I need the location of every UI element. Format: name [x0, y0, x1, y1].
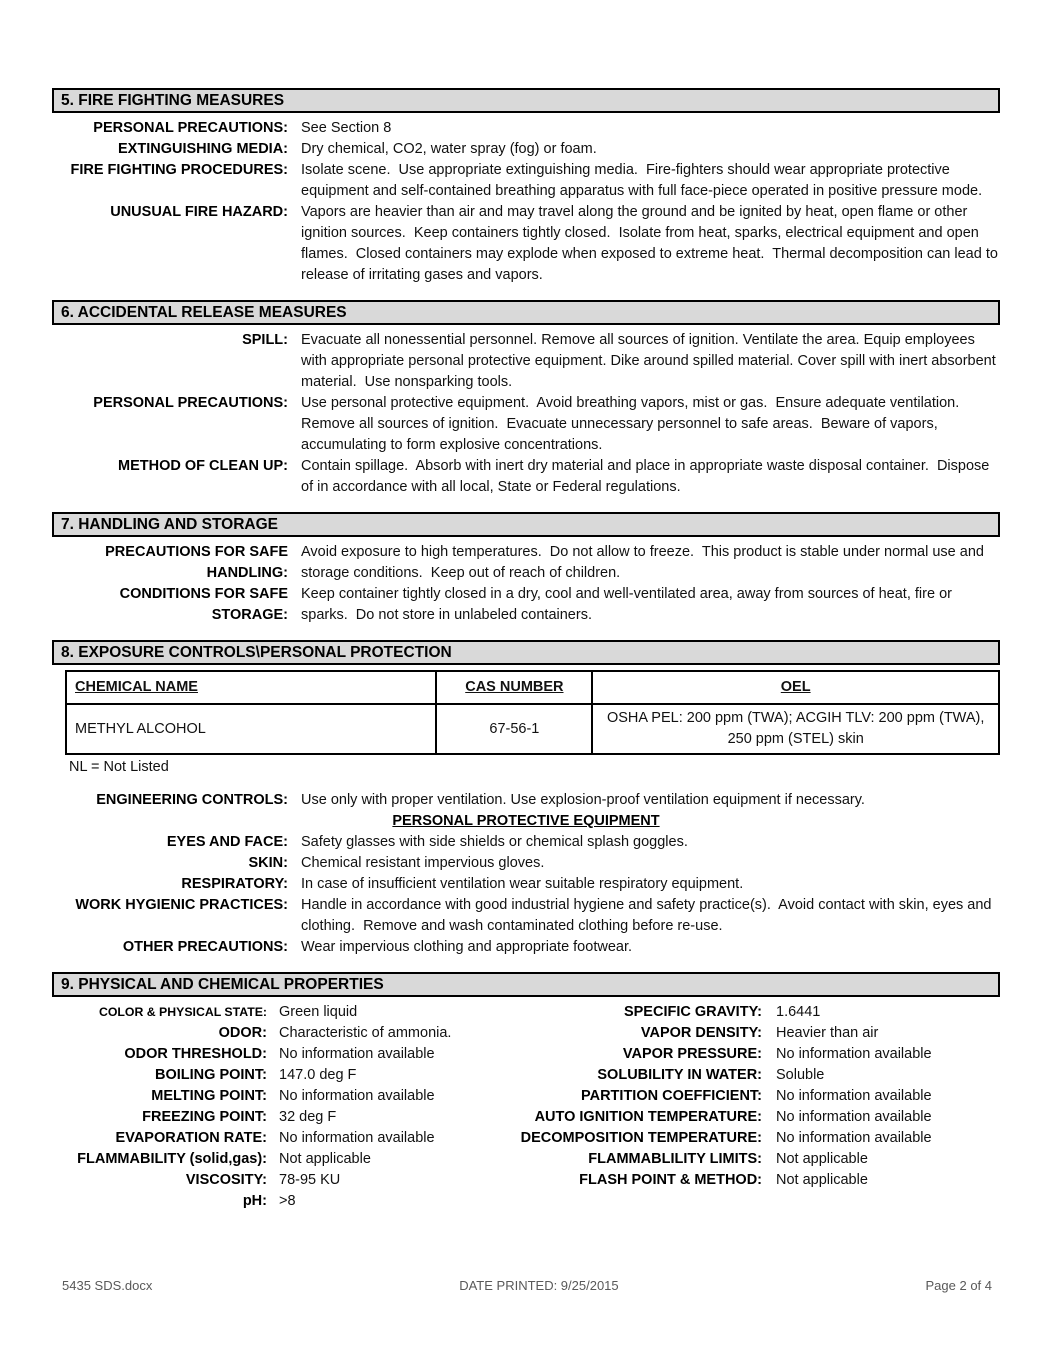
property-label-vapor-density: VAPOR DENSITY:	[640, 1025, 762, 1041]
field-label: OTHER PRECAUTIONS:	[122, 939, 288, 955]
field-value: Chemical resistant impervious gloves.	[301, 855, 545, 871]
field-value: Avoid exposure to high temperatures. Do not allow to freeze. This product is stable under normal use and storage conditions. Keep out of reach of children.	[301, 544, 988, 581]
property-row	[52, 1170, 1000, 1191]
property-label-specific-gravity: SPECIFIC GRAVITY:	[623, 1004, 762, 1020]
field-label: ENGINEERING CONTROLS:	[96, 792, 288, 808]
property-label-ph: pH:	[242, 1193, 267, 1209]
section-physical-chemical-properties	[52, 972, 1000, 1212]
field-row-engineering-controls	[52, 790, 1000, 811]
property-value: No information available	[776, 1046, 932, 1062]
property-label-flash-point-method: FLASH POINT & METHOD:	[579, 1172, 762, 1188]
property-label-odor-threshold: ODOR THRESHOLD:	[124, 1046, 267, 1062]
field-label: METHOD OF CLEAN UP:	[118, 458, 288, 474]
field-label: CONDITIONS FOR SAFE STORAGE:	[119, 586, 288, 623]
section-accidental-release-measures	[52, 300, 1000, 498]
field-value: Evacuate all nonessential personnel. Remove all sources of ignition. Ventilate the area. Equip employees with appropriate personal protective equipment. Dike around spilled material. Cover spill with inert absorbent material. Use nonsparking tools.	[301, 332, 1000, 390]
field-value: Isolate scene. Use appropriate extinguishing media. Fire-fighters should wear appropriate protective equipment and self-contained breathing apparatus with full face-piece operated in positive pressure mode.	[301, 162, 983, 199]
exposure-limits-table	[65, 670, 1000, 755]
field-label: WORK HYGIENIC PRACTICES:	[75, 897, 288, 913]
property-value: >8	[279, 1193, 296, 1209]
field-row-precautions-safe-handling	[52, 542, 1000, 584]
field-label: EXTINGUISHING MEDIA:	[118, 141, 288, 157]
property-value: No information available	[279, 1088, 435, 1104]
field-value: See Section 8	[301, 120, 392, 136]
property-row	[52, 1128, 1000, 1149]
table-row	[66, 704, 999, 754]
field-row-conditions-safe-storage	[52, 584, 1000, 626]
field-row-personal-precautions	[52, 118, 1000, 139]
field-value: Safety glasses with side shields or chemical splash goggles.	[301, 834, 688, 850]
field-label: UNUSUAL FIRE HAZARD:	[110, 204, 288, 220]
property-label-freezing-point: FREEZING POINT:	[142, 1109, 267, 1125]
field-label: SPILL:	[242, 332, 288, 348]
property-value: 1.6441	[776, 1004, 821, 1020]
property-label-boiling-point: BOILING POINT:	[155, 1067, 267, 1083]
property-value: No information available	[279, 1130, 435, 1146]
field-label: RESPIRATORY:	[181, 876, 288, 892]
property-row	[52, 1191, 1000, 1212]
property-value: Soluble	[776, 1067, 825, 1083]
page-footer	[62, 1278, 992, 1294]
column-header-cas-number: CAS NUMBER	[436, 671, 592, 704]
section-5-header: 5. FIRE FIGHTING MEASURES	[52, 88, 1000, 113]
field-label: SKIN:	[248, 855, 288, 871]
property-row	[52, 1086, 1000, 1107]
field-value: In case of insufficient ventilation wear suitable respiratory equipment.	[301, 876, 744, 892]
field-row-respiratory	[52, 874, 1000, 895]
property-value: 147.0 deg F	[279, 1067, 357, 1083]
property-label-flammability-limits: FLAMMABLILITY LIMITS:	[588, 1151, 762, 1167]
property-label-evaporation-rate: EVAPORATION RATE:	[115, 1130, 267, 1146]
footer-page-number: Page 2 of 4	[925, 1278, 992, 1293]
property-value: Not applicable	[279, 1151, 371, 1167]
page-content	[52, 88, 1000, 1226]
property-row	[52, 1002, 1000, 1023]
field-row-unusual-fire-hazard	[52, 202, 1000, 286]
field-value: Use only with proper ventilation. Use explosion-proof ventilation equipment if necessary.	[301, 792, 865, 808]
field-row-fire-fighting-procedures	[52, 160, 1000, 202]
table-note: NL = Not Listed	[69, 759, 169, 775]
property-label-auto-ignition-temperature: AUTO IGNITION TEMPERATURE:	[534, 1109, 762, 1125]
field-label: FIRE FIGHTING PROCEDURES:	[70, 162, 288, 178]
property-value: Not applicable	[776, 1151, 868, 1167]
property-row	[52, 1065, 1000, 1086]
property-value: No information available	[776, 1130, 932, 1146]
spacer	[52, 778, 1000, 790]
field-row-eyes-and-face	[52, 832, 1000, 853]
property-label-viscosity: VISCOSITY:	[185, 1172, 267, 1188]
property-label-odor: ODOR:	[218, 1025, 267, 1041]
field-row-other-precautions	[52, 937, 1000, 958]
cell-oel: OSHA PEL: 200 ppm (TWA); ACGIH TLV: 200 ppm (TWA), 250 ppm (STEL) skin	[592, 704, 999, 754]
field-row-spill	[52, 330, 1000, 393]
property-value: No information available	[279, 1046, 435, 1062]
footer-filename: 5435 SDS.docx	[62, 1278, 153, 1293]
field-value: Handle in accordance with good industrial hygiene and safety practice(s). Avoid contact with skin, eyes and clothing. Remove and wash contaminated clothing before re-use.	[301, 897, 996, 934]
property-row	[52, 1023, 1000, 1044]
field-label: PRECAUTIONS FOR SAFE HANDLING:	[105, 544, 288, 581]
field-label: PERSONAL PRECAUTIONS:	[93, 395, 288, 411]
section-exposure-controls	[52, 640, 1000, 958]
column-header-chemical-name: CHEMICAL NAME	[66, 671, 436, 704]
property-value: 32 deg F	[279, 1109, 337, 1125]
field-row-extinguishing-media	[52, 139, 1000, 160]
property-label-color-physical-state: COLOR & PHYSICAL STATE:	[98, 1005, 267, 1019]
section-8-header: 8. EXPOSURE CONTROLS\PERSONAL PROTECTION	[52, 640, 1000, 665]
field-row-method-of-clean-up	[52, 456, 1000, 498]
property-label-vapor-pressure: VAPOR PRESSURE:	[622, 1046, 762, 1062]
property-value: Characteristic of ammonia.	[279, 1025, 452, 1041]
field-value: Dry chemical, CO2, water spray (fog) or foam.	[301, 141, 597, 157]
cell-cas-number: 67-56-1	[436, 704, 592, 754]
field-label: PERSONAL PRECAUTIONS:	[93, 120, 288, 136]
property-value: No information available	[776, 1088, 932, 1104]
property-label-melting-point: MELTING POINT:	[151, 1088, 267, 1104]
section-fire-fighting-measures	[52, 88, 1000, 286]
property-value: No information available	[776, 1109, 932, 1125]
property-label-decomposition-temperature: DECOMPOSITION TEMPERATURE:	[520, 1130, 762, 1146]
section-7-header: 7. HANDLING AND STORAGE	[52, 512, 1000, 537]
property-value: Heavier than air	[776, 1025, 879, 1041]
property-row	[52, 1044, 1000, 1065]
field-value: Contain spillage. Absorb with inert dry material and place in appropriate waste disposal container. Dispose of in accordance with all local, State or Federal regulations.	[301, 458, 994, 495]
property-label-partition-coefficient: PARTITION COEFFICIENT:	[581, 1088, 762, 1104]
field-label: EYES AND FACE:	[166, 834, 288, 850]
section-handling-and-storage	[52, 512, 1000, 626]
column-header-oel: OEL	[592, 671, 999, 704]
property-value: Not applicable	[776, 1172, 868, 1188]
table-header-row	[66, 671, 999, 704]
field-row-work-hygienic-practices	[52, 895, 1000, 937]
cell-chemical-name: METHYL ALCOHOL	[66, 704, 436, 754]
field-row-skin	[52, 853, 1000, 874]
field-value: Wear impervious clothing and appropriate footwear.	[301, 939, 633, 955]
ppe-subheading: PERSONAL PROTECTIVE EQUIPMENT	[392, 813, 660, 829]
section-9-header: 9. PHYSICAL AND CHEMICAL PROPERTIES	[52, 972, 1000, 997]
property-row	[52, 1107, 1000, 1128]
property-label-solubility-in-water: SOLUBILITY IN WATER:	[597, 1067, 762, 1083]
section-6-header: 6. ACCIDENTAL RELEASE MEASURES	[52, 300, 1000, 325]
property-row	[52, 1149, 1000, 1170]
field-row-personal-precautions	[52, 393, 1000, 456]
property-value: Green liquid	[279, 1004, 358, 1020]
field-value: Vapors are heavier than air and may travel along the ground and be ignited by heat, open flame or other ignition sources. Keep containers tightly closed. Isolate from heat, sparks, electrical equipment and open flames. Closed containers may explode when exposed to extreme heat. Thermal decomposition can lead to release of irritating gases and vapors.	[301, 204, 1002, 283]
footer-date-printed: DATE PRINTED: 9/25/2015	[459, 1278, 619, 1293]
property-value: 78-95 KU	[279, 1172, 341, 1188]
property-label-flammability-solid-gas: FLAMMABILITY (solid,gas):	[77, 1151, 267, 1167]
field-value: Use personal protective equipment. Avoid breathing vapors, mist or gas. Ensure adequate ventilation. Remove all sources of ignition. Evacuate unnecessary personnel to safe areas. Beware of vapors, accumulating to form explosive concentrations.	[301, 395, 968, 453]
field-value: Keep container tightly closed in a dry, cool and well-ventilated area, away from sources of heat, fire or sparks. Do not store in unlabeled containers.	[301, 586, 956, 623]
